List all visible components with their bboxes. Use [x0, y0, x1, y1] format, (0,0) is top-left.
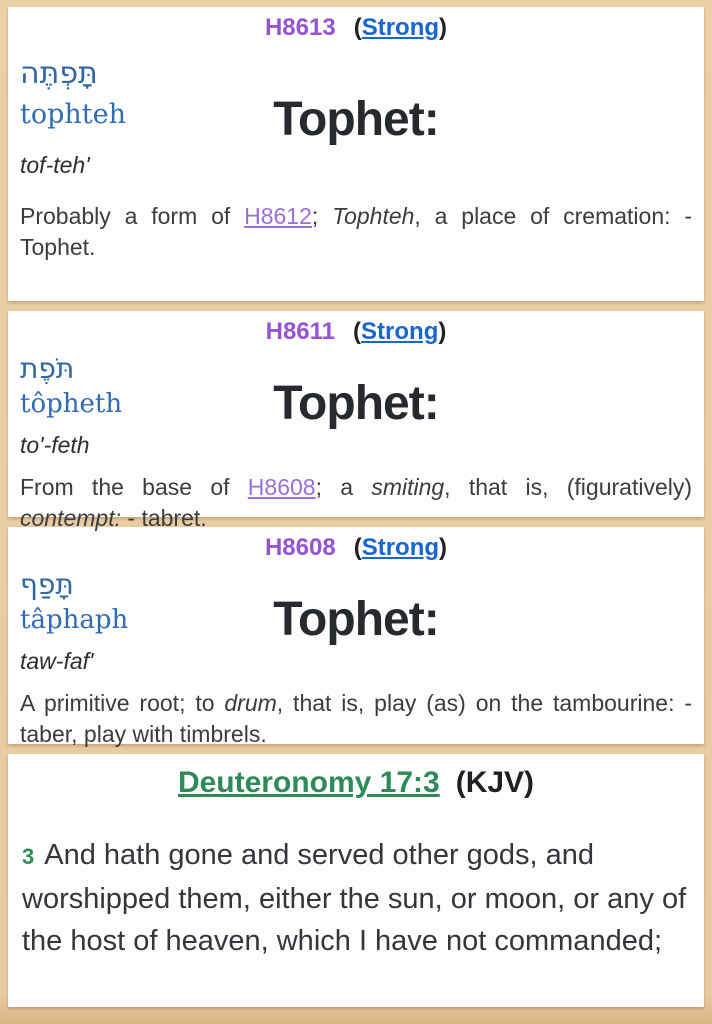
verse-number: 3 [22, 844, 35, 869]
hebrew-word: תָּפַף [20, 568, 74, 601]
definition-segment: , a place of cremation: - Tophet. [20, 203, 692, 260]
strongs-number: H8608 [264, 534, 336, 561]
strongs-entry-h8613 [8, 7, 704, 301]
definition-segment: Probably a form of [20, 203, 245, 229]
definition-text [20, 472, 692, 534]
strongs-ref-link[interactable]: H8608 [247, 474, 316, 500]
strongs-entry-header [20, 318, 692, 346]
transliteration: tophteh [20, 99, 126, 130]
close-paren: ) [438, 318, 447, 345]
verse-text: And hath gone and served other gods, and worshipped them, either the sun, or moon, or any of the host of heaven, which I have not commanded; [22, 839, 687, 957]
close-paren: ) [439, 14, 448, 41]
entry-title: Tophet: [273, 593, 439, 646]
transliteration: tôpheth [20, 389, 123, 419]
pronunciation: tof-teh' [20, 152, 90, 178]
definition-segment: A primitive root; to [20, 690, 225, 716]
entry-body [20, 56, 692, 263]
pronunciation: to'-feth [20, 432, 90, 458]
verse-panel [8, 754, 704, 1007]
transliteration: tâphaph [20, 605, 129, 635]
strongs-ref-link[interactable]: H8612 [244, 203, 312, 229]
definition-text [20, 201, 692, 263]
hebrew-word: תָּפְתֶּה [20, 56, 98, 91]
verse-header [20, 766, 692, 800]
open-paren: ( [353, 14, 362, 41]
entry-title: Tophet: [273, 93, 439, 146]
definition-segment: ; [311, 203, 333, 229]
definition-segment: , that is, play (as) on the tambourine: - taber, play with timbrels. [20, 690, 692, 747]
open-paren: ( [353, 318, 362, 345]
definition-segment: drum [224, 690, 277, 716]
strongs-entry-header [20, 14, 692, 42]
strongs-entry-h8608 [8, 527, 704, 747]
strong-dictionary-link[interactable]: Strong [361, 14, 440, 41]
strong-dictionary-link[interactable]: Strong [361, 318, 439, 345]
strongs-entry-header [20, 534, 692, 562]
verse-text-paragraph [20, 834, 692, 962]
definition-segment: - tabret. [121, 505, 207, 531]
open-paren: ( [353, 534, 362, 561]
strongs-number: H8611 [265, 318, 336, 345]
definition-text [20, 688, 692, 750]
definition-segment: contempt: [20, 505, 121, 531]
entry-body [20, 352, 692, 534]
entry-body [20, 568, 692, 750]
bible-version-label: (KJV) [455, 766, 535, 799]
verse-reference-link[interactable]: Deuteronomy 17:3 [177, 766, 440, 799]
pronunciation: taw-faf' [20, 648, 94, 674]
definition-segment: , that is, (figuratively) [444, 474, 693, 500]
definition-segment: Tophteh [332, 203, 415, 229]
definition-segment: ; a [315, 474, 372, 500]
strongs-entry-h8611 [8, 311, 704, 531]
strongs-number: H8613 [264, 14, 336, 41]
strong-dictionary-link[interactable]: Strong [361, 534, 440, 561]
definition-segment: smiting [371, 474, 445, 500]
definition-segment: From the base of [20, 474, 248, 500]
close-paren: ) [439, 534, 448, 561]
hebrew-word: תֹּפֶת [20, 352, 75, 385]
entry-title: Tophet: [273, 377, 439, 430]
